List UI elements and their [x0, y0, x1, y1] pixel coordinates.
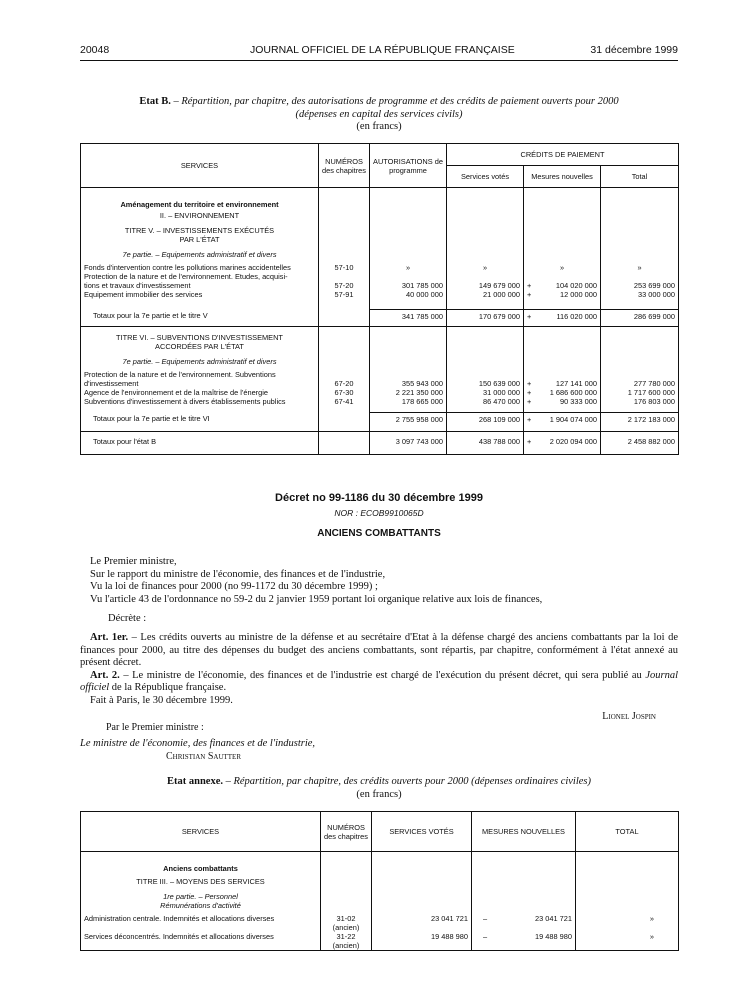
col-services: SERVICES [81, 144, 319, 188]
table-row: Subventions d'investissement à divers établissements publics 67-41 178 665 000 86 470 000 + 90 333 000 176 803 000 [81, 397, 679, 412]
col-mesures-nouvelles: Mesures nouvelles [524, 166, 601, 188]
table-row: Protection de la nature et de l'environnement. Subventions d'investissement 67-20 355 943 000 150 639 000 + 127 141 000 277 780 000 [81, 370, 679, 388]
col-numeros: NUMÉROS des chapitres [321, 812, 372, 852]
minister-name: Christian Sautter [166, 751, 242, 762]
decree-body [80, 556, 678, 708]
table-row: Protection de la nature et de l'environnement. Etudes, acquisi- tions et travaux d'investissement 57-20 301 785 000 149 679 000 + 104 020 000 253 699 000 [81, 272, 679, 290]
col-mesures-nouvelles: MESURES NOUVELLES [472, 812, 576, 852]
etat-b-label: Etat B. [139, 96, 171, 107]
etat-b-subtitle: (dépenses en capital des services civils) [295, 108, 463, 120]
issue-date: 31 décembre 1999 [590, 44, 678, 56]
col-services-votes: SERVICES VOTÉS [372, 812, 472, 852]
col-total: Total [601, 166, 679, 188]
journal-title: JOURNAL OFFICIEL DE LA RÉPUBLIQUE FRANÇAISE [250, 44, 515, 56]
table-row: Equipement immobilier des services 57-91 40 000 000 21 000 000 + 12 000 000 33 000 000 [81, 290, 679, 309]
annexe-titre-heading: TITRE III. – MOYENS DES SERVICES [81, 873, 321, 886]
etat-annexe-label: Etat annexe. [166, 776, 223, 787]
etat-b-table [80, 143, 679, 455]
section-heading: II. – ENVIRONNEMENT [81, 209, 319, 220]
signatory: Lionel Jospin [602, 711, 656, 722]
article-2: Art. 2. – Le ministre de l'économie, des finances et de l'industrie est chargé de l'exécution du présent décret, qui sera publié au Journal officiel de la République française. [80, 669, 678, 694]
decree-date-line: Fait à Paris, le 30 décembre 1999. [90, 694, 233, 706]
header-rule [80, 60, 678, 61]
decree-decrete: Décrète : [108, 613, 147, 625]
minister-title: Le ministre de l'économie, des finances et de l'industrie, [80, 738, 316, 749]
table-row: Services déconcentrés. Indemnités et allocations diverses 31-22 (ancien) 19 488 980 – 19 488 980 » [81, 932, 679, 951]
annexe-partie-heading: 1re partie. – Personnel Rémunérations d'activité [81, 886, 321, 914]
etat-b-unit: (en francs) [356, 121, 402, 132]
decree-subject: ANCIENS COMBATTANTS [317, 528, 441, 539]
decree-title: Décret no 99-1186 du 30 décembre 1999 [275, 492, 483, 504]
annexe-ministry-heading: Anciens combattants [81, 852, 321, 874]
col-total: TOTAL [576, 812, 679, 852]
etat-annexe-table [80, 811, 679, 951]
par-le-premier-ministre: Par le Premier ministre : [106, 722, 204, 733]
decree-intro-line: Vu la loi de finances pour 2000 (no 99-1172 du 30 décembre 1999) ; [90, 581, 378, 593]
partie-vi-heading: 7e partie. – Equipements administratif et divers [81, 351, 319, 370]
total-row-etat-b: Totaux pour l'état B 3 097 743 000 438 788 000 + 2 020 094 000 2 458 882 000 [81, 432, 679, 455]
decree-intro-line: Sur le rapport du ministre de l'économie, des finances et de l'industrie, [90, 568, 386, 580]
table-row: Administration centrale. Indemnités et allocations diverses 31-02 (ancien) 23 041 721 – 23 041 721 » [81, 914, 679, 932]
decree-nor: NOR : ECOB9910065D [334, 508, 424, 518]
etat-b-caption [80, 96, 678, 134]
titre-vi-heading: TITRE VI. – SUBVENTIONS D'INVESTISSEMENT ACCORDÉES PAR L'ÉTAT [81, 327, 319, 352]
col-credits: CRÉDITS DE PAIEMENT [447, 144, 679, 166]
col-services: SERVICES [81, 812, 321, 852]
col-autorisations: AUTORISATIONS de programme [370, 144, 447, 188]
running-header [80, 44, 678, 58]
decree-intro-line: Vu l'article 43 de l'ordonnance no 59-2 du 2 janvier 1959 portant loi organique relative aux lois de finances, [90, 593, 543, 605]
total-row-titre-vi: Totaux pour la 7e partie et le titre VI 2 755 958 000 268 109 000 + 1 904 074 000 2 172 183 000 [81, 412, 679, 432]
ministry-heading: Aménagement du territoire et environnement [81, 188, 319, 210]
etat-b-title: – Répartition, par chapitre, des autorisations de programme et des crédits de paiement ouverts pour 2000 [170, 96, 619, 107]
page-number: 20048 [80, 44, 110, 56]
total-row-titre-v: Totaux pour la 7e partie et le titre V 341 785 000 170 679 000 + 116 020 000 286 699 000 [81, 309, 679, 327]
etat-annexe-title: – Répartition, par chapitre, des crédits ouverts pour 2000 (dépenses ordinaires civiles) [222, 776, 592, 787]
article-1: Art. 1er. – Les crédits ouverts au ministre de la défense et au secrétaire d'Etat à la défense chargé des anciens combattants par la loi de finances pour 2000, au titre des dépenses du budget des anciens combattants, sont répartis, par chapitre, conformément à l'état annexé au présent décret. [80, 631, 678, 669]
etat-annexe-unit: (en francs) [356, 788, 402, 800]
col-numeros: NUMÉROS des chapitres [319, 144, 370, 188]
decree-intro-line: Le Premier ministre, [90, 556, 177, 567]
table-row: Fonds d'intervention contre les pollutions marines accidentelles 57-10 » » » » [81, 263, 679, 272]
titre-v-heading: TITRE V. – INVESTISSEMENTS EXÉCUTÉS PAR L'ÉTAT [81, 220, 319, 244]
partie-v-heading: 7e partie. – Equipements administratif et divers [81, 244, 319, 263]
etat-annexe-caption [80, 776, 678, 801]
col-services-votes: Services votés [447, 166, 524, 188]
table-row: Agence de l'environnement et de la maîtrise de l'énergie 67-30 2 221 350 000 31 000 000 + 1 686 600 000 1 717 600 000 [81, 388, 679, 397]
